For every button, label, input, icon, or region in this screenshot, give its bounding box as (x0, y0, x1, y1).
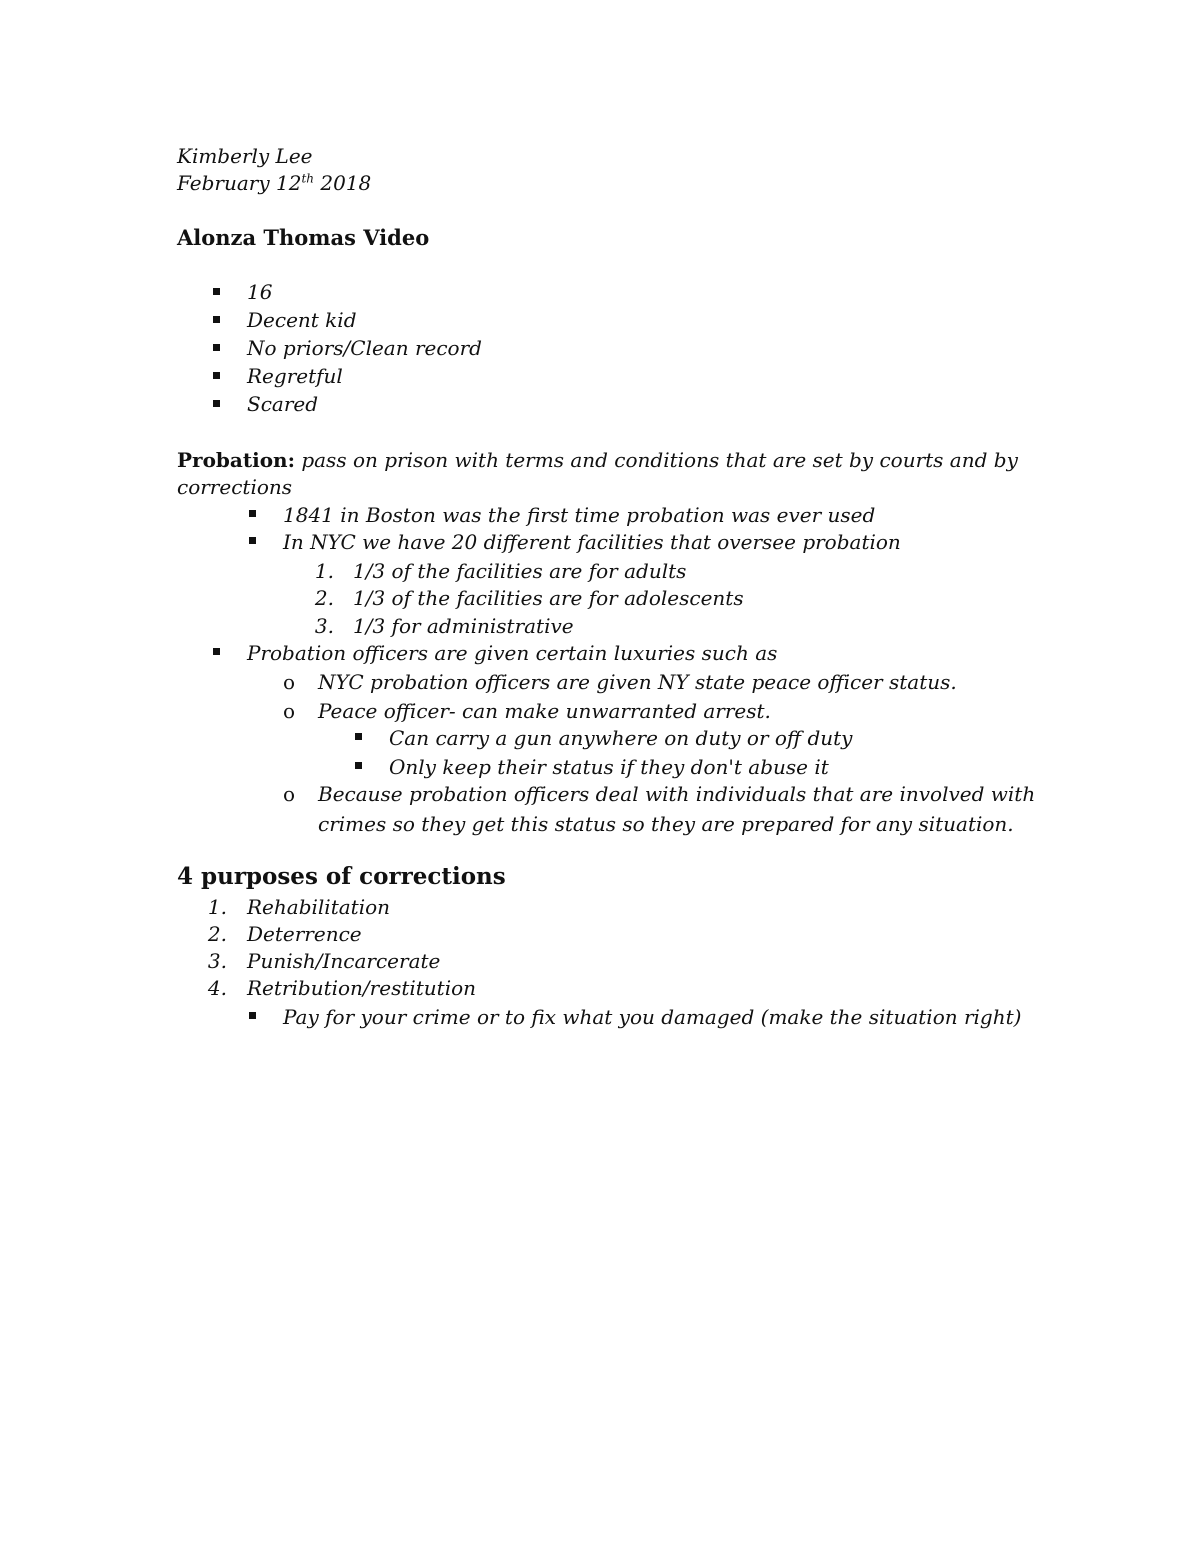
video-item: Scared (247, 392, 319, 416)
facility-item: 1/3 for administrative (353, 614, 574, 638)
circle-bullet-icon: o (283, 782, 296, 806)
bullet-square-icon (213, 344, 220, 351)
purpose-item: Rehabilitation (247, 895, 391, 919)
peace-officer-detail: Can carry a gun anywhere on duty or off duty (389, 726, 853, 750)
officer-point: Peace officer- can make unwarranted arrest. (318, 699, 771, 723)
bullet-square-icon (213, 372, 220, 379)
date-text: February 12 (177, 171, 302, 195)
list-number: 1. (314, 559, 334, 583)
video-item: No priors/Clean record (247, 336, 482, 360)
bullet-square-icon (213, 648, 220, 655)
probation-definition-cont: corrections (177, 475, 293, 499)
bullet-square-icon (213, 288, 220, 295)
list-number: 4. (207, 976, 227, 1000)
date-year: 2018 (314, 171, 372, 195)
bullet-square-icon (355, 733, 362, 740)
purpose-item: Deterrence (247, 922, 362, 946)
date-ordinal: th (301, 171, 315, 186)
purposes-title: 4 purposes of corrections (177, 863, 506, 890)
bullet-square-icon (249, 537, 256, 544)
purpose-sub-bullet: Pay for your crime or to fix what you damaged (make the situation right) (283, 1005, 1022, 1029)
bullet-square-icon (249, 510, 256, 517)
facility-item: 1/3 of the facilities are for adults (353, 559, 687, 583)
bullet-square-icon (213, 400, 220, 407)
list-number: 2. (207, 922, 227, 946)
purpose-item: Retribution/restitution (247, 976, 477, 1000)
circle-bullet-icon: o (283, 699, 296, 723)
video-item: Regretful (247, 364, 343, 388)
video-item: Decent kid (247, 308, 357, 332)
probation-bullet: In NYC we have 20 different facilities that oversee probation (283, 530, 901, 554)
author-name: Kimberly Lee (177, 144, 313, 168)
because-text-cont: crimes so they get this status so they are prepared for any situation. (318, 812, 1014, 836)
circle-bullet-icon: o (283, 670, 296, 694)
probation-term: Probation: (177, 448, 295, 472)
because-text: Because probation officers deal with individuals that are involved with (318, 782, 1036, 806)
purpose-item: Punish/Incarcerate (247, 949, 441, 973)
list-number: 3. (314, 614, 334, 638)
list-number: 3. (207, 949, 227, 973)
bullet-square-icon (213, 316, 220, 323)
facility-item: 1/3 of the facilities are for adolescents (353, 586, 744, 610)
document-date (177, 169, 371, 197)
officers-bullet: Probation officers are given certain luxuries such as (247, 641, 778, 665)
probation-bullet: 1841 in Boston was the first time probation was ever used (283, 503, 876, 527)
list-number: 1. (207, 895, 227, 919)
peace-officer-detail: Only keep their status if they don't abuse it (389, 755, 829, 779)
bullet-square-icon (355, 762, 362, 769)
video-section-title: Alonza Thomas Video (177, 225, 430, 250)
list-number: 2. (314, 586, 334, 610)
officer-point: NYC probation officers are given NY state peace officer status. (318, 670, 957, 694)
bullet-square-icon (249, 1012, 256, 1019)
probation-definition (177, 446, 1018, 474)
probation-definition-text: pass on prison with terms and conditions that are set by courts and by (294, 448, 1018, 472)
video-item: 16 (247, 280, 273, 304)
